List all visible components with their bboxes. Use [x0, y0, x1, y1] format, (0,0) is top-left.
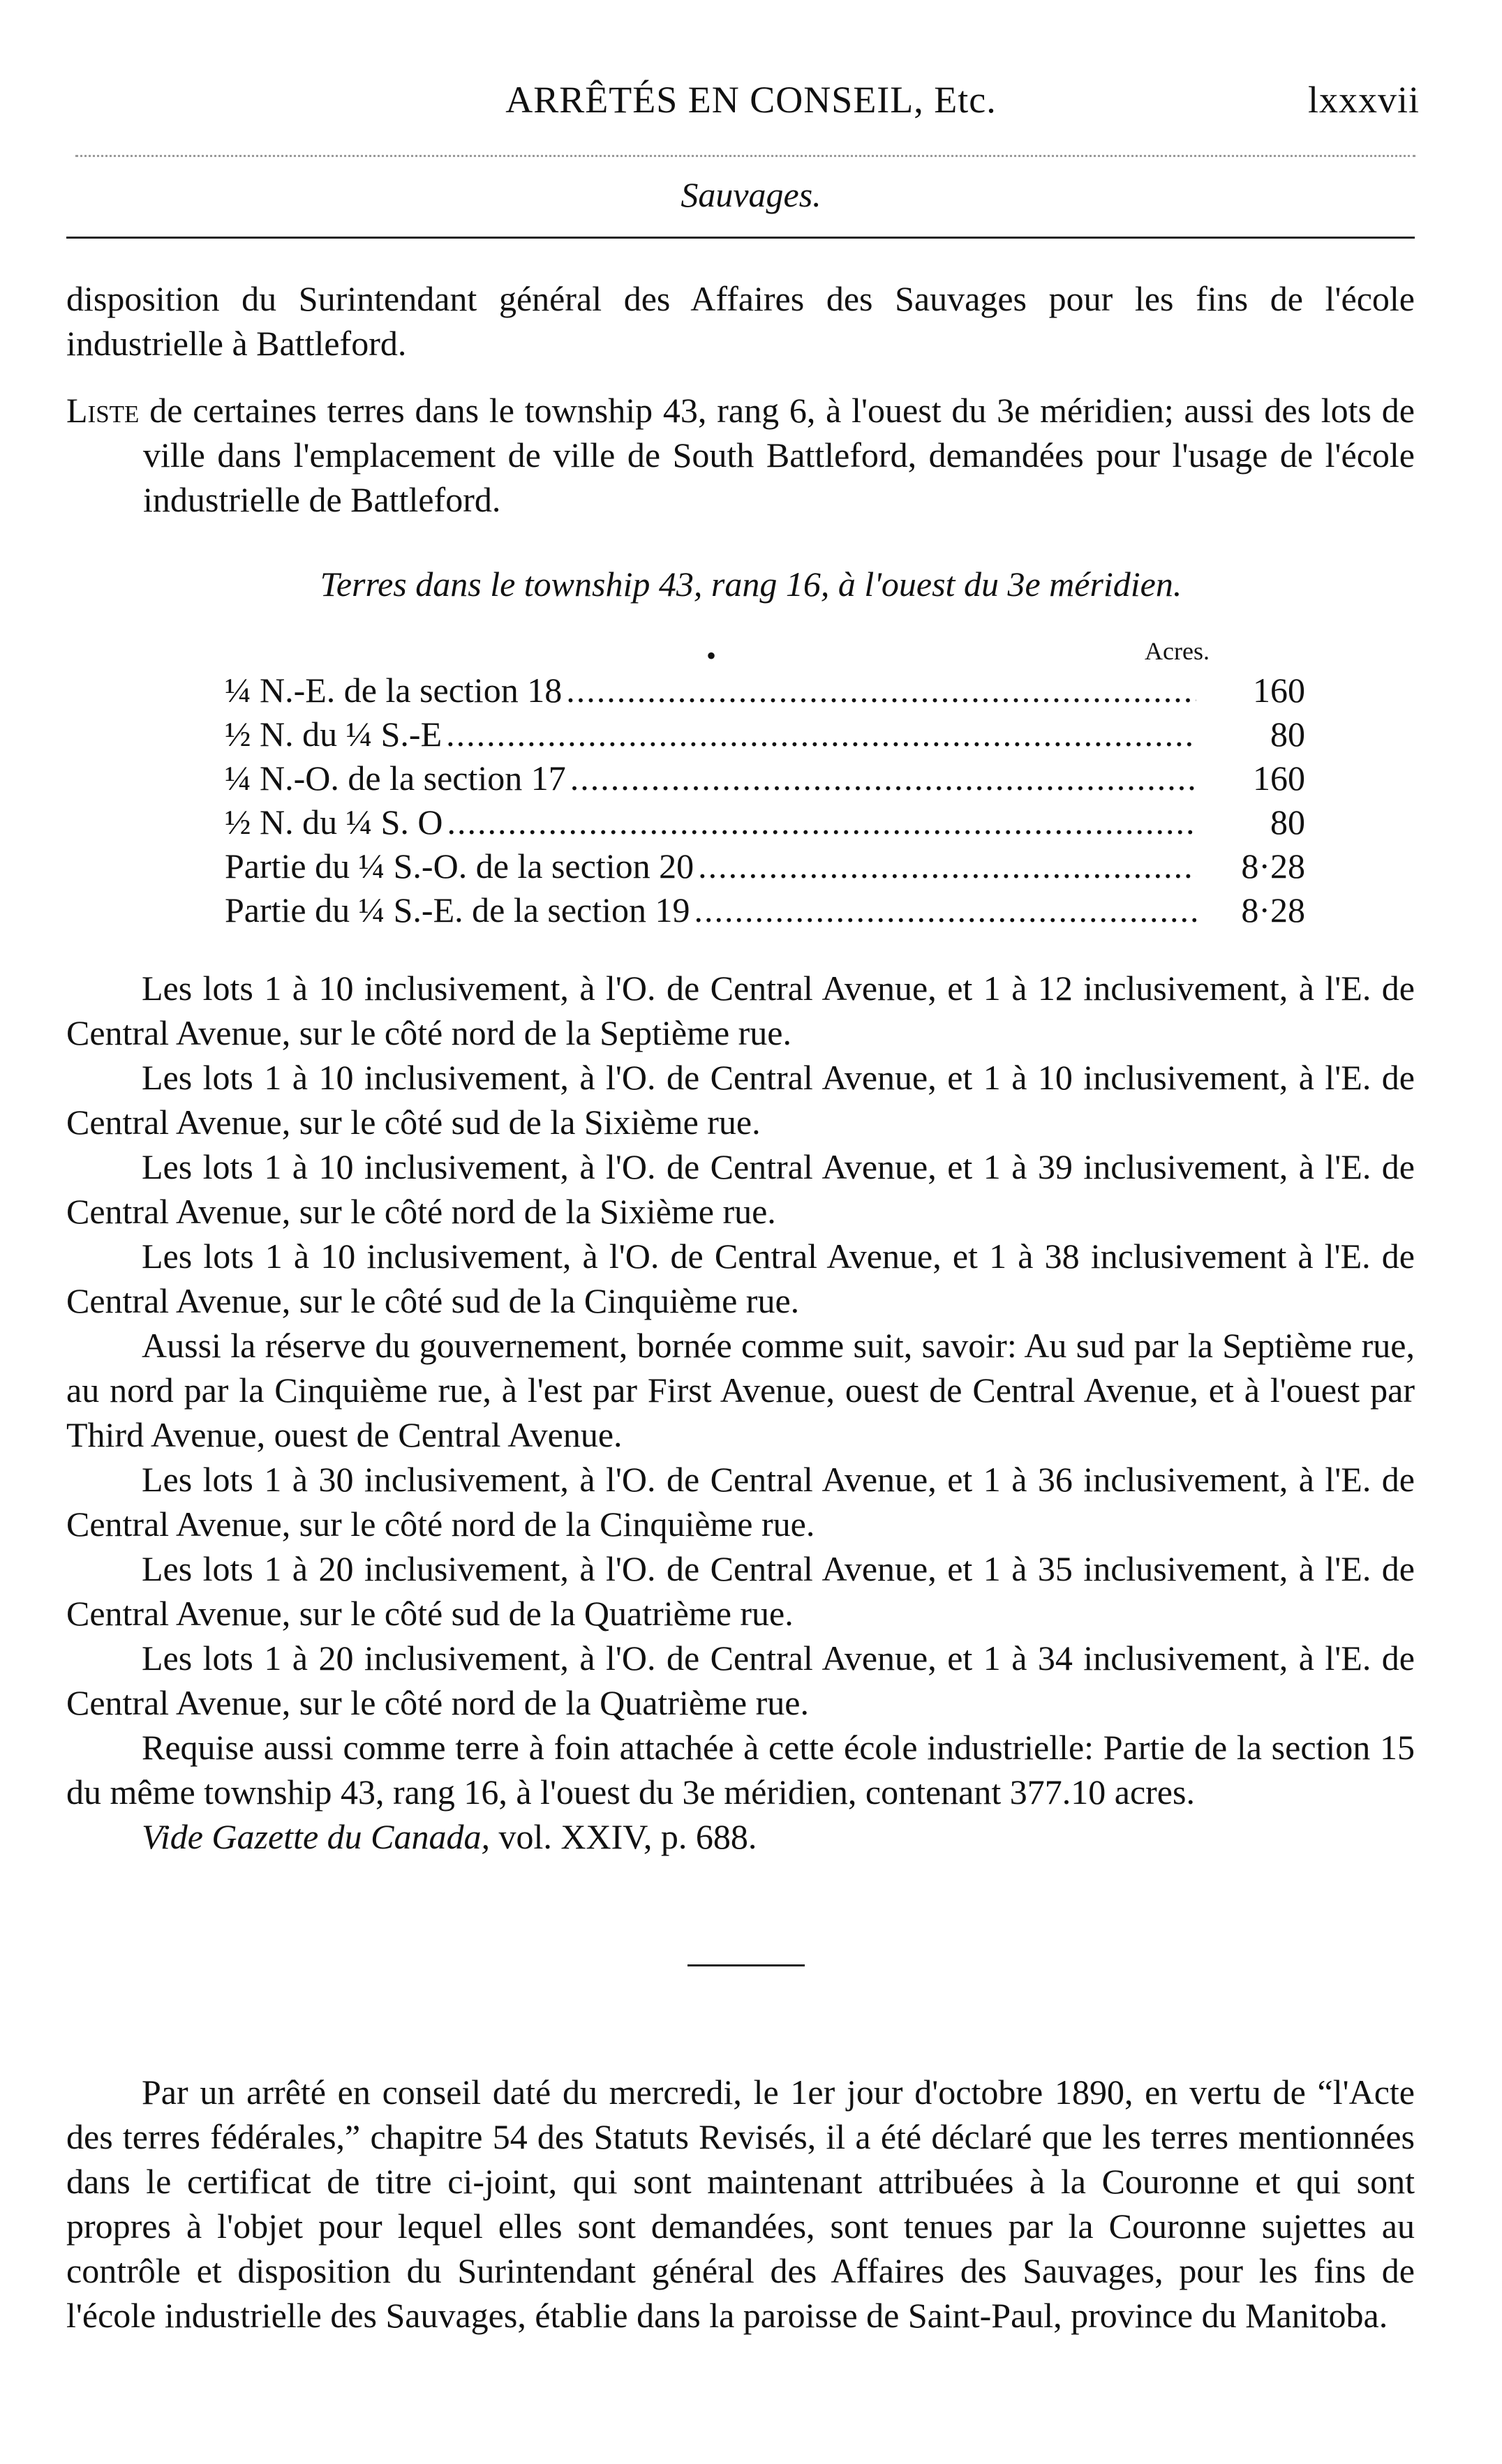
land-row — [225, 846, 1305, 890]
dot-leader — [698, 846, 1196, 886]
lots-paragraph: Les lots 1 à 20 inclusivement, à l'O. de Central Avenue, et 1 à 34 inclusivement, à l'E. de Central Avenue, sur le côté nord de la Quatrième rue. — [66, 1638, 1415, 1722]
lots-paragraph: Les lots 1 à 10 inclusivement, à l'O. de Central Avenue, et 1 à 12 inclusivement, à l'E. de Central Avenue, sur le côté nord de la Septième rue. — [66, 969, 1415, 1052]
final-block — [66, 2070, 1415, 2338]
gazette-reference-rest: vol. XXIV, p. 688. — [490, 1817, 757, 1856]
reserve-paragraph: Aussi la réserve du gouvernement, bornée comme suit, savoir: Au sud par la Septième rue, au nord par la Cinquième rue, à l'est par First Avenue, ouest de Central Avenue, et à l'ouest par Third Avenue, ouest de Central Avenue. — [66, 1326, 1415, 1454]
land-row — [225, 714, 1305, 758]
lots-paragraph: Les lots 1 à 10 inclusivement, à l'O. de Central Avenue, et 1 à 10 inclusivement, à l'E. de Central Avenue, sur le côté sud de la Sixième rue. — [66, 1058, 1415, 1142]
list-intro — [66, 388, 1415, 522]
header-title: ARRÊTÉS EN CONSEIL, Etc. — [505, 79, 997, 121]
lots-paragraph: Les lots 1 à 30 inclusivement, à l'O. de Central Avenue, et 1 à 36 inclusivement, à l'E. de Central Avenue, sur le côté nord de la Cinquième rue. — [66, 1460, 1415, 1544]
dot-leader — [566, 670, 1196, 710]
land-description: ½ N. du ¼ S. O — [225, 802, 443, 842]
header-divider — [75, 155, 1415, 157]
running-header — [0, 70, 1502, 133]
hay-land-paragraph: Requise aussi comme terre à foin attachée à cette école industrielle: Partie de la section 15 du même township 43, rang 16, à l'ouest du 3e méridien, contenant 377.10 acres. — [66, 1728, 1415, 1812]
land-acres: 160 — [1253, 671, 1305, 710]
section-rule — [66, 237, 1415, 239]
land-acres: 8·28 — [1241, 846, 1305, 886]
gazette-reference-italic: Vide Gazette du Canada, — [142, 1817, 490, 1856]
page-number: lxxxvii — [1307, 79, 1420, 121]
land-acres: 160 — [1253, 759, 1305, 798]
lands-table — [225, 670, 1305, 934]
land-acres: 8·28 — [1241, 890, 1305, 929]
land-description: ¼ N.-O. de la section 17 — [225, 759, 566, 798]
land-acres: 80 — [1270, 715, 1305, 754]
section-separator — [687, 1964, 805, 1966]
land-row — [225, 890, 1305, 934]
land-row — [225, 670, 1305, 714]
list-intro-lead: Liste — [66, 391, 140, 430]
land-description: Partie du ¼ S.-E. de la section 19 — [225, 890, 690, 929]
lots-block — [66, 966, 1415, 1859]
list-intro-block — [66, 388, 1415, 522]
land-description: Partie du ¼ S.-O. de la section 20 — [225, 846, 694, 886]
land-row — [225, 802, 1305, 846]
land-acres: 80 — [1270, 802, 1305, 842]
lands-heading: Terres dans le township 43, rang 16, à l'ouest du 3e méridien. — [320, 565, 1182, 604]
continuation-block — [66, 276, 1415, 366]
gazette-reference — [66, 1814, 1415, 1859]
lots-paragraph: Les lots 1 à 10 inclusivement, à l'O. de Central Avenue, et 1 à 39 inclusivement, à l'E. de Central Avenue, sur le côté nord de la Sixième rue. — [66, 1147, 1415, 1231]
land-description: ¼ N.-E. de la section 18 — [225, 671, 563, 710]
dot-leader — [694, 890, 1196, 930]
final-paragraph: Par un arrêté en conseil daté du mercredi, le 1er jour d'octobre 1890, en vertu de “l'Acte des terres fédérales,” chapitre 54 des Statuts Revisés, il a été déclaré que les terres mentionnées dans le certificat de titre ci-joint, qui sont maintenant attribuées à la Couronne et qui sont propres à l'objet pour lequel elles sont demandées, sont tenues par la Couronne sujettes au contrôle et disposition du Surintendant général des Affaires des Sauvages, pour les fins de l'école industrielle des Sauvages, établie dans la paroisse de Saint-Paul, province du Manitoba. — [66, 2073, 1415, 2335]
land-description: ½ N. du ¼ S.-E — [225, 715, 443, 754]
list-intro-rest: de certaines terres dans le township 43, rang 6, à l'ouest du 3e méridien; aussi des lots de ville dans l'emplacement de ville de South Battleford, demandées pour l'usage de l'école industrielle de Battleford. — [139, 391, 1415, 519]
bullet-mark: • — [706, 640, 717, 671]
dot-leader — [446, 714, 1196, 754]
continuation-text: disposition du Surintendant général des Affaires des Sauvages pour les fins de l'école industrielle à Battleford. — [66, 279, 1415, 363]
land-row — [225, 758, 1305, 802]
lots-paragraph: Les lots 1 à 10 inclusivement, à l'O. de Central Avenue, et 1 à 38 inclusivement à l'E. de Central Avenue, sur le côté sud de la Cinquième rue. — [66, 1237, 1415, 1320]
acres-column-label: Acres. — [1145, 637, 1210, 665]
dot-leader — [447, 802, 1196, 842]
lots-paragraph: Les lots 1 à 20 inclusivement, à l'O. de Central Avenue, et 1 à 35 inclusivement, à l'E. de Central Avenue, sur le côté sud de la Quatrième rue. — [66, 1549, 1415, 1633]
section-heading: Sauvages. — [681, 175, 821, 214]
dot-leader — [570, 758, 1196, 798]
